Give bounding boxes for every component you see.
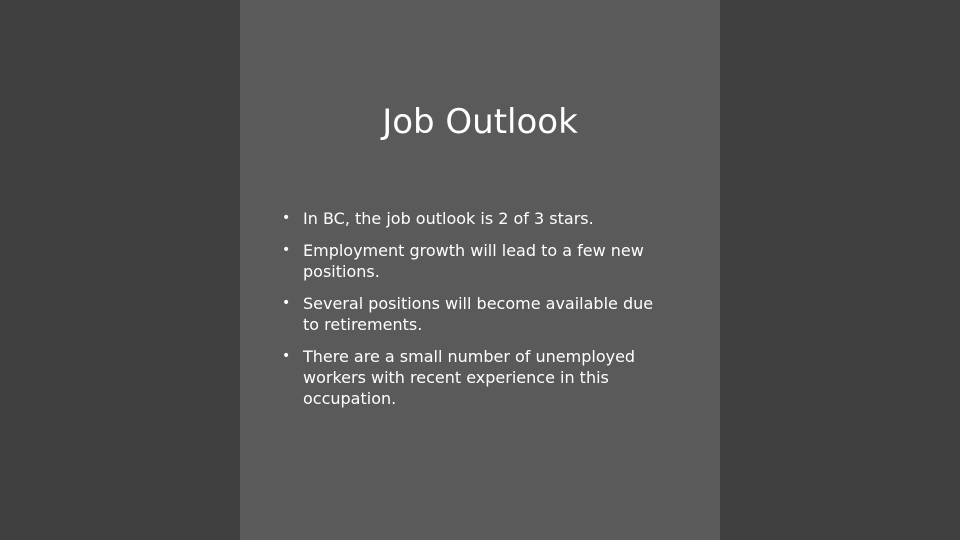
slide-title: Job Outlook (382, 102, 578, 142)
bullet-item (282, 293, 672, 335)
bullet-icon: • (282, 295, 291, 311)
bullet-icon: • (282, 348, 291, 364)
bullet-item (282, 208, 672, 229)
bullet-text: In BC, the job outlook is 2 of 3 stars. (303, 209, 594, 228)
bullet-text: There are a small number of unemployed workers with recent experience in this occupation. (303, 347, 636, 408)
bullet-item (282, 346, 672, 409)
bullet-list (282, 208, 672, 420)
slide (240, 0, 720, 540)
bullet-item (282, 240, 672, 282)
bullet-icon: • (282, 242, 291, 258)
bullet-text: Employment growth will lead to a few new positions. (303, 241, 644, 281)
bullet-text: Several positions will become available due to retirements. (303, 294, 654, 334)
bullet-icon: • (282, 210, 291, 226)
